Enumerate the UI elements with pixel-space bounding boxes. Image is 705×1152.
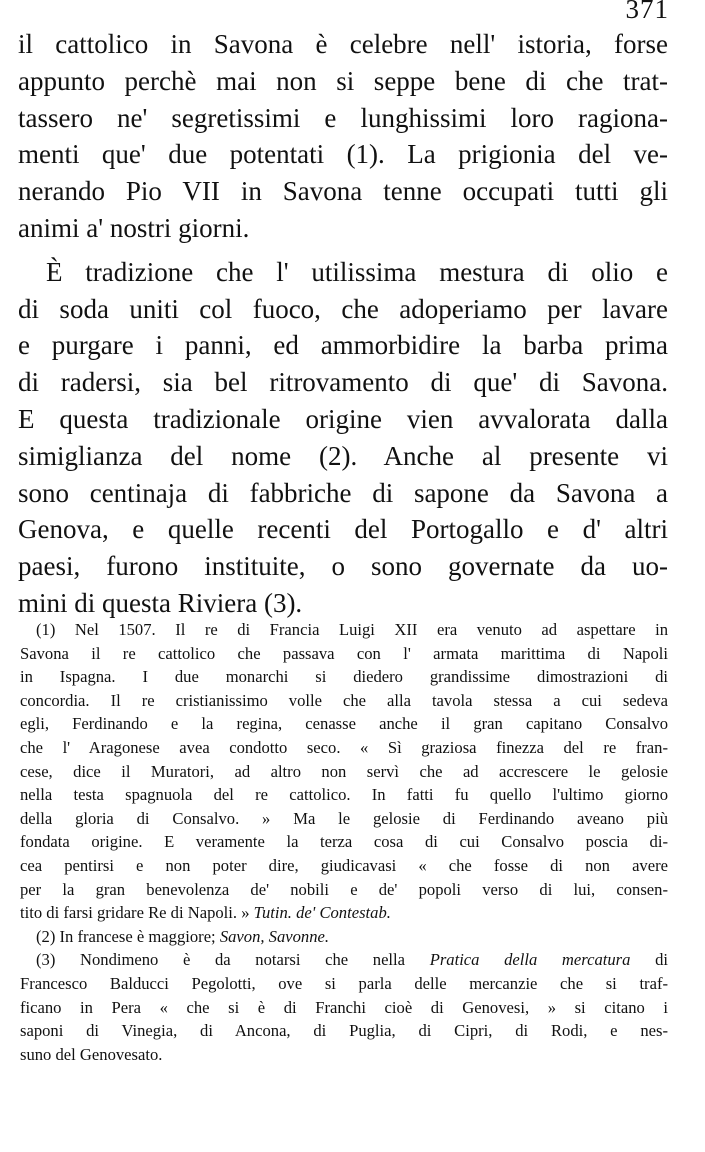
footnote-line: nella testa spagnuola del re cattolico. In fatti fu quello l'ultimo giorno [20, 785, 668, 805]
footnote-line: in Ispagna. I due monarchi si diedero grandissime dimostrazioni di [20, 667, 668, 687]
footnote-line: (1) Nel 1507. Il re di Francia Luigi XII era venuto ad aspettare in [36, 620, 668, 639]
footnote-line: suno del Genovesato. [20, 1044, 163, 1064]
footnote-text: (3) Nondimeno è da notarsi che nella [36, 950, 406, 970]
body-line: animi a' nostri giorni. [18, 212, 250, 243]
footnote-line: della gloria di Consalvo. » Ma le gelosie di Ferdinando aveano più [20, 808, 668, 828]
footnote-text: tito di farsi gridare Re di Napoli. » [20, 903, 250, 923]
footnote-line: saponi di Vinegia, di Ancona, di Puglia, di Cipri, di Rodi, e nes- [20, 1021, 668, 1041]
footnote-line: cese, dice il Muratori, ad altro non servì che ad accrescere le gelosie [20, 761, 668, 781]
footnote-line [20, 948, 668, 972]
footnote-line: Francesco Balducci Pegolotti, ove si parla delle mercanzie che si traf- [20, 973, 668, 993]
body-line: di soda uniti col fuoco, che adoperiamo per lavare [18, 293, 668, 324]
footnote-citation: Savon, Savonne. [219, 926, 330, 946]
footnote-line: cea pentirsi e non poter dire, giudicavasi « che fosse di non avere [20, 855, 668, 875]
body-line: sono centinaja di fabbriche di sapone da Savona a [18, 477, 668, 508]
paragraph-gap [18, 247, 668, 254]
body-line: Genova, e quelle recenti del Portogallo e d' altri [18, 514, 668, 545]
footnotes [20, 618, 668, 1066]
footnote-line: concordia. Il re cristianissimo volle che alla tavola stessa a cui sedeva [20, 690, 668, 710]
footnote-text: di [655, 950, 669, 970]
body-line: menti que' due potentati (1). La prigionia del ve- [18, 139, 668, 170]
page-number: 371 [625, 0, 669, 24]
footnote-citation: Tutin. de' Contestab. [253, 903, 391, 923]
body-line: paesi, furono instituite, o sono governate da uo- [18, 551, 668, 582]
main-text [18, 26, 668, 622]
body-line: nerando Pio VII in Savona tenne occupati tutti gli [18, 176, 668, 207]
footnote-line: fondata origine. E veramente la terza cosa di cui Consalvo poscia di- [20, 832, 668, 852]
body-line: tassero ne' segretissimi e lunghissimi loro ragiona- [18, 102, 668, 133]
body-line: È tradizione che l' utilissima mestura di olio e [46, 256, 668, 287]
footnote-line [20, 925, 668, 949]
body-line: E questa tradizionale origine vien avvalorata dalla [18, 403, 668, 434]
footnote-line: Savona il re cattolico che passava con l' armata marittima di Napoli [20, 643, 668, 663]
footnote-line: egli, Ferdinando e la regina, cenasse anche il gran capitano Consalvo [20, 714, 668, 734]
body-line: il cattolico in Savona è celebre nell' istoria, forse [18, 29, 668, 59]
body-line: di radersi, sia bel ritrovamento di que' di Savona. [18, 367, 668, 398]
body-line: e purgare i panni, ed ammorbidire la barba prima [18, 330, 668, 361]
body-line: appunto perchè mai non si seppe bene di che trat- [18, 65, 668, 96]
footnote-text: (2) In francese è maggiore; [36, 926, 216, 946]
body-line: mini di questa Riviera (3). [18, 587, 303, 618]
footnote-line [20, 901, 668, 925]
footnote-line: ficano in Pera « che si è di Franchi cioè di Genovesi, » si citano i [20, 997, 668, 1017]
footnote-citation: Pratica della mercatura [429, 950, 631, 970]
footnote-line: che l' Aragonese avea condotto seco. « Sì graziosa finezza del re fran- [20, 737, 668, 757]
body-line: simiglianza del nome (2). Anche al presente vi [18, 440, 668, 471]
footnote-line: per la gran benevolenza de' nobili e de' popoli verso di lui, consen- [20, 879, 668, 899]
